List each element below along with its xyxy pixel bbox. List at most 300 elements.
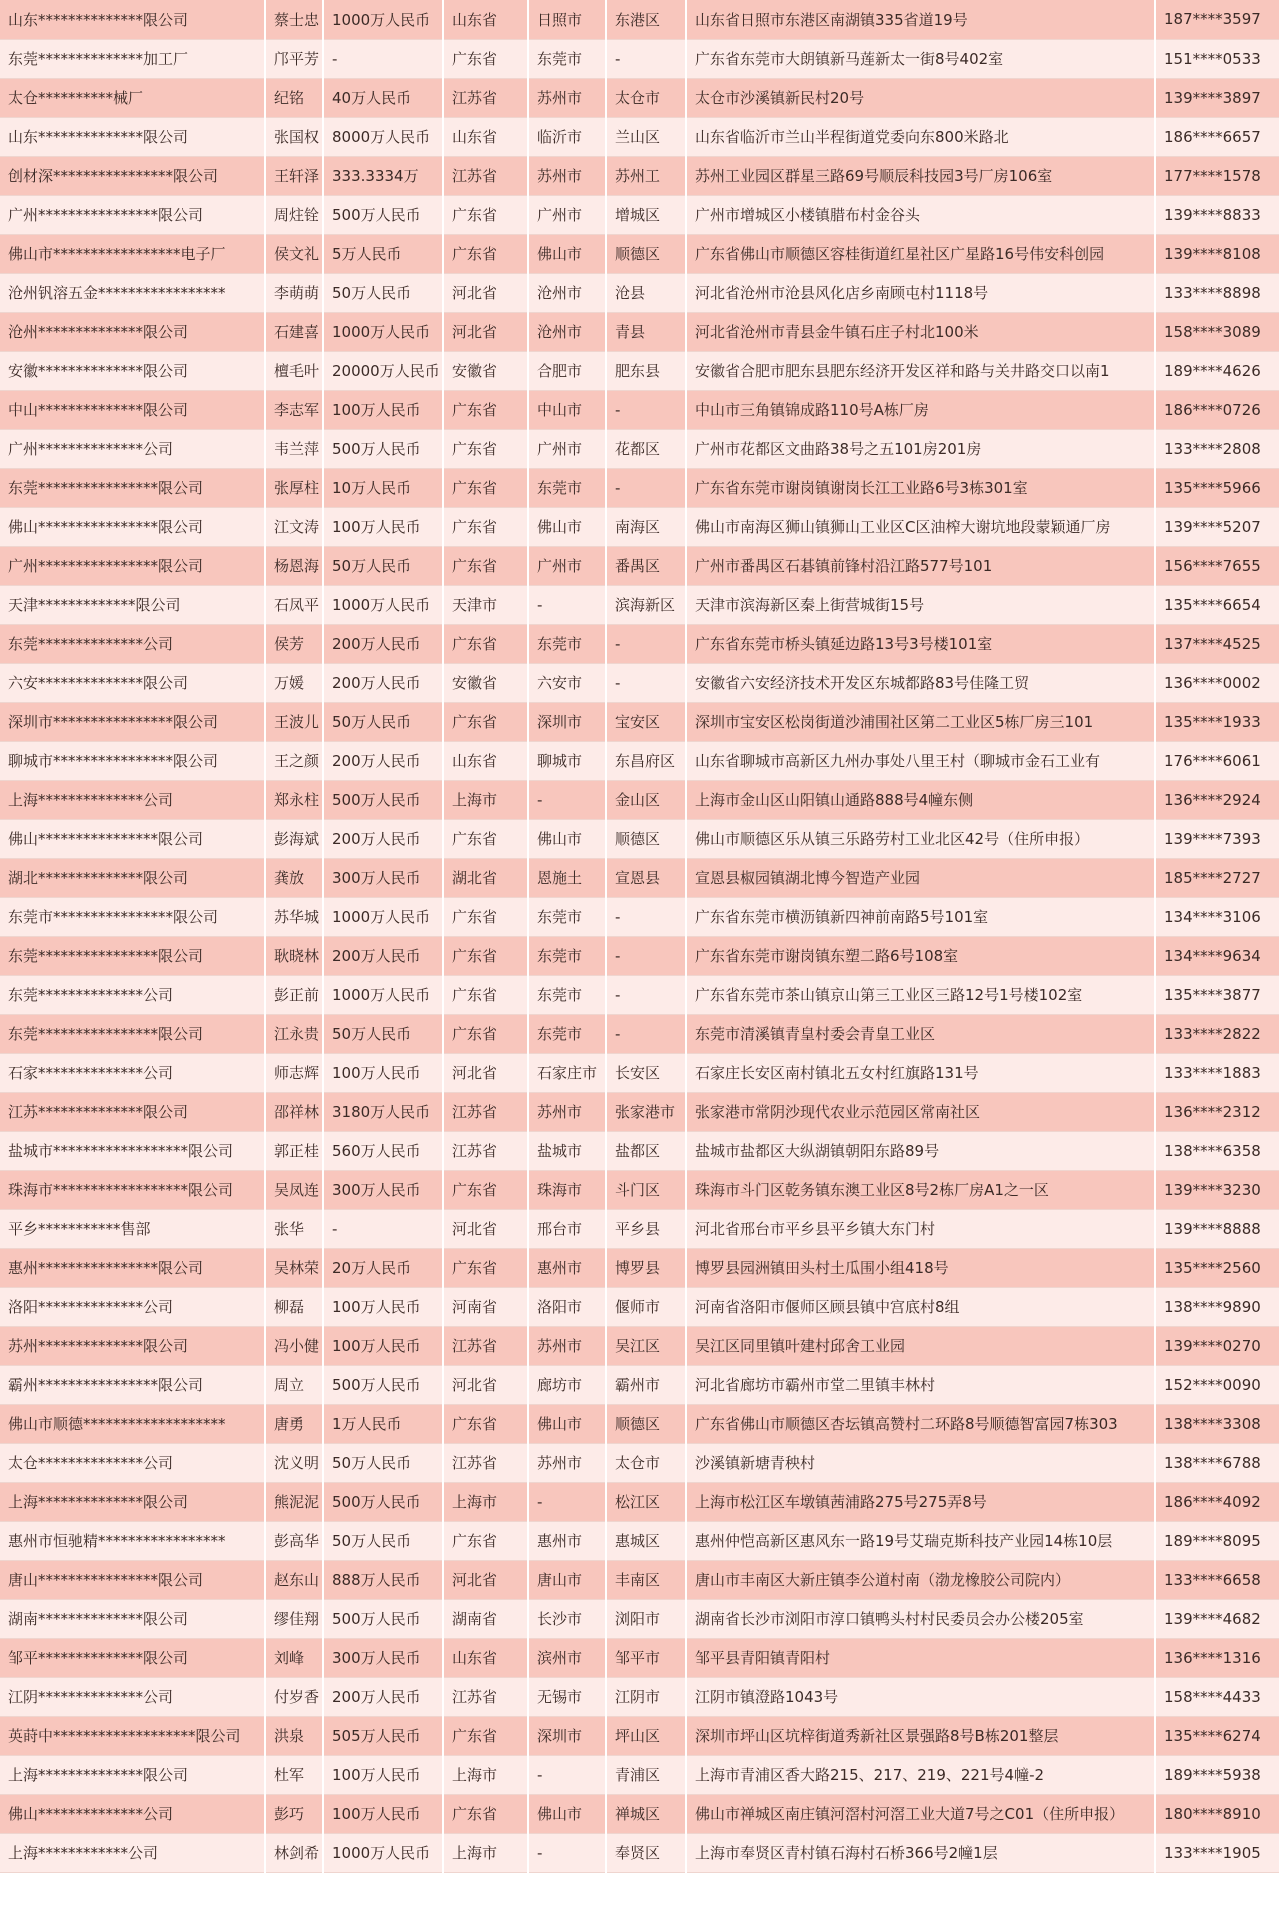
- address-cell: 上海市青浦区香大路215、217、219、221号4幢-2: [686, 1755, 1155, 1794]
- province-cell: 广东省: [443, 507, 528, 546]
- province-cell: 上海市: [443, 1833, 528, 1872]
- registered-capital-cell: 500万人民币: [323, 1599, 443, 1638]
- table-row: [0, 39, 1280, 78]
- table-row: [0, 1482, 1280, 1521]
- legal-person-cell: 洪泉: [265, 1716, 323, 1755]
- table-row: [0, 351, 1280, 390]
- company-name-cell: 洛阳**************公司: [0, 1287, 265, 1326]
- registered-capital-cell: 1000万人民币: [323, 897, 443, 936]
- district-cell: 浏阳市: [606, 1599, 686, 1638]
- phone-cell: 139****3897: [1155, 78, 1280, 117]
- phone-cell: 133****1883: [1155, 1053, 1280, 1092]
- address-cell: 天津市滨海新区秦上街营城街15号: [686, 585, 1155, 624]
- legal-person-cell: 张国权: [265, 117, 323, 156]
- company-name-cell: 安徽**************限公司: [0, 351, 265, 390]
- district-cell: 江阴市: [606, 1677, 686, 1716]
- phone-cell: 139****5207: [1155, 507, 1280, 546]
- legal-person-cell: 李志军: [265, 390, 323, 429]
- table-row: [0, 975, 1280, 1014]
- company-name-cell: 广州****************限公司: [0, 546, 265, 585]
- province-cell: 广东省: [443, 1170, 528, 1209]
- company-name-cell: 佛山市顺德*******************: [0, 1404, 265, 1443]
- table-row: [0, 585, 1280, 624]
- city-cell: -: [528, 1755, 606, 1794]
- phone-cell: 156****7655: [1155, 546, 1280, 585]
- address-cell: 河北省沧州市沧县风化店乡南顾屯村1118号: [686, 273, 1155, 312]
- district-cell: 增城区: [606, 195, 686, 234]
- table-row: [0, 234, 1280, 273]
- city-cell: 苏州市: [528, 1092, 606, 1131]
- table-row: [0, 624, 1280, 663]
- city-cell: 佛山市: [528, 1794, 606, 1833]
- legal-person-cell: 蔡士忠: [265, 0, 323, 39]
- province-cell: 广东省: [443, 702, 528, 741]
- registered-capital-cell: 5万人民币: [323, 234, 443, 273]
- phone-cell: 136****1316: [1155, 1638, 1280, 1677]
- table-row: [0, 468, 1280, 507]
- legal-person-cell: 林剑希: [265, 1833, 323, 1872]
- province-cell: 江苏省: [443, 78, 528, 117]
- province-cell: 广东省: [443, 975, 528, 1014]
- province-cell: 湖北省: [443, 858, 528, 897]
- company-name-cell: 石家**************公司: [0, 1053, 265, 1092]
- district-cell: 金山区: [606, 780, 686, 819]
- company-name-cell: 上海************公司: [0, 1833, 265, 1872]
- district-cell: 东港区: [606, 0, 686, 39]
- province-cell: 广东省: [443, 936, 528, 975]
- district-cell: 平乡县: [606, 1209, 686, 1248]
- city-cell: 唐山市: [528, 1560, 606, 1599]
- phone-cell: 135****2560: [1155, 1248, 1280, 1287]
- company-name-cell: 深圳市****************限公司: [0, 702, 265, 741]
- registered-capital-cell: 40万人民币: [323, 78, 443, 117]
- table-row: [0, 1326, 1280, 1365]
- table-row: [0, 312, 1280, 351]
- address-cell: 河南省洛阳市偃师区顾县镇中宫底村8组: [686, 1287, 1155, 1326]
- city-cell: -: [528, 1833, 606, 1872]
- district-cell: 顺德区: [606, 234, 686, 273]
- company-name-cell: 湖北**************限公司: [0, 858, 265, 897]
- phone-cell: 136****2312: [1155, 1092, 1280, 1131]
- phone-cell: 189****4626: [1155, 351, 1280, 390]
- table-row: [0, 195, 1280, 234]
- city-cell: 合肥市: [528, 351, 606, 390]
- registered-capital-cell: 500万人民币: [323, 1365, 443, 1404]
- address-cell: 东莞市清溪镇青皇村委会青皇工业区: [686, 1014, 1155, 1053]
- address-cell: 河北省廊坊市霸州市堂二里镇丰林村: [686, 1365, 1155, 1404]
- company-name-cell: 创材深****************限公司: [0, 156, 265, 195]
- company-name-cell: 东莞****************限公司: [0, 1014, 265, 1053]
- legal-person-cell: 万媛: [265, 663, 323, 702]
- phone-cell: 189****5938: [1155, 1755, 1280, 1794]
- company-name-cell: 东莞****************限公司: [0, 468, 265, 507]
- district-cell: 霸州市: [606, 1365, 686, 1404]
- phone-cell: 139****7393: [1155, 819, 1280, 858]
- district-cell: -: [606, 1014, 686, 1053]
- address-cell: 河北省沧州市青县金牛镇石庄子村北100米: [686, 312, 1155, 351]
- phone-cell: 138****6788: [1155, 1443, 1280, 1482]
- district-cell: 博罗县: [606, 1248, 686, 1287]
- legal-person-cell: 冯小健: [265, 1326, 323, 1365]
- table-row: [0, 1131, 1280, 1170]
- registered-capital-cell: 50万人民币: [323, 1443, 443, 1482]
- city-cell: -: [528, 585, 606, 624]
- address-cell: 江阴市镇澄路1043号: [686, 1677, 1155, 1716]
- registered-capital-cell: 100万人民币: [323, 390, 443, 429]
- city-cell: 广州市: [528, 195, 606, 234]
- table-row: [0, 1209, 1280, 1248]
- city-cell: 盐城市: [528, 1131, 606, 1170]
- company-name-cell: 中山**************限公司: [0, 390, 265, 429]
- address-cell: 安徽省合肥市肥东县肥东经济开发区祥和路与关井路交口以南1: [686, 351, 1155, 390]
- legal-person-cell: 杨恩海: [265, 546, 323, 585]
- table-row: [0, 858, 1280, 897]
- district-cell: 丰南区: [606, 1560, 686, 1599]
- registered-capital-cell: 50万人民币: [323, 546, 443, 585]
- table-row: [0, 0, 1280, 39]
- district-cell: -: [606, 897, 686, 936]
- table-row: [0, 1014, 1280, 1053]
- phone-cell: 158****3089: [1155, 312, 1280, 351]
- table-row: [0, 1443, 1280, 1482]
- district-cell: 花都区: [606, 429, 686, 468]
- phone-cell: 133****8898: [1155, 273, 1280, 312]
- province-cell: 广东省: [443, 234, 528, 273]
- company-name-cell: 平乡***********售部: [0, 1209, 265, 1248]
- legal-person-cell: 纪铭: [265, 78, 323, 117]
- company-name-cell: 山东**************限公司: [0, 0, 265, 39]
- company-name-cell: 东莞**************加工厂: [0, 39, 265, 78]
- city-cell: 佛山市: [528, 819, 606, 858]
- registered-capital-cell: 500万人民币: [323, 780, 443, 819]
- legal-person-cell: 檀毛叶: [265, 351, 323, 390]
- table-row: [0, 1638, 1280, 1677]
- city-cell: 珠海市: [528, 1170, 606, 1209]
- company-name-cell: 江苏**************限公司: [0, 1092, 265, 1131]
- phone-cell: 135****6274: [1155, 1716, 1280, 1755]
- company-name-cell: 山东**************限公司: [0, 117, 265, 156]
- registered-capital-cell: 500万人民币: [323, 195, 443, 234]
- phone-cell: 138****9890: [1155, 1287, 1280, 1326]
- province-cell: 广东省: [443, 1521, 528, 1560]
- table-row: [0, 897, 1280, 936]
- province-cell: 河北省: [443, 1365, 528, 1404]
- phone-cell: 139****8888: [1155, 1209, 1280, 1248]
- registered-capital-cell: 50万人民币: [323, 1521, 443, 1560]
- company-name-cell: 沧州**************限公司: [0, 312, 265, 351]
- legal-person-cell: 吴林荣: [265, 1248, 323, 1287]
- city-cell: 广州市: [528, 429, 606, 468]
- address-cell: 沙溪镇新塘青秧村: [686, 1443, 1155, 1482]
- table-row: [0, 702, 1280, 741]
- table-row: [0, 78, 1280, 117]
- province-cell: 广东省: [443, 1404, 528, 1443]
- legal-person-cell: 彭高华: [265, 1521, 323, 1560]
- phone-cell: 133****6658: [1155, 1560, 1280, 1599]
- province-cell: 江苏省: [443, 1677, 528, 1716]
- registered-capital-cell: 500万人民币: [323, 429, 443, 468]
- address-cell: 佛山市南海区狮山镇狮山工业区C区油榨大谢坑地段蒙颖通厂房: [686, 507, 1155, 546]
- province-cell: 安徽省: [443, 663, 528, 702]
- registered-capital-cell: 200万人民币: [323, 741, 443, 780]
- city-cell: 广州市: [528, 546, 606, 585]
- address-cell: 广东省东莞市横沥镇新四神前南路5号101室: [686, 897, 1155, 936]
- registered-capital-cell: 200万人民币: [323, 936, 443, 975]
- province-cell: 广东省: [443, 624, 528, 663]
- table-row: [0, 507, 1280, 546]
- district-cell: 番禺区: [606, 546, 686, 585]
- company-name-cell: 太仓**************公司: [0, 1443, 265, 1482]
- phone-cell: 133****2822: [1155, 1014, 1280, 1053]
- province-cell: 山东省: [443, 741, 528, 780]
- city-cell: 深圳市: [528, 1716, 606, 1755]
- province-cell: 河北省: [443, 1053, 528, 1092]
- legal-person-cell: 韦兰萍: [265, 429, 323, 468]
- address-cell: 广州市番禺区石碁镇前锋村沿江路577号101: [686, 546, 1155, 585]
- district-cell: -: [606, 936, 686, 975]
- registered-capital-cell: -: [323, 39, 443, 78]
- table-row: [0, 1755, 1280, 1794]
- company-name-cell: 东莞****************限公司: [0, 936, 265, 975]
- company-name-cell: 广州****************限公司: [0, 195, 265, 234]
- phone-cell: 139****0270: [1155, 1326, 1280, 1365]
- city-cell: 惠州市: [528, 1248, 606, 1287]
- table-row: [0, 1287, 1280, 1326]
- registered-capital-cell: 50万人民币: [323, 273, 443, 312]
- city-cell: 沧州市: [528, 312, 606, 351]
- city-cell: 沧州市: [528, 273, 606, 312]
- address-cell: 深圳市坪山区坑梓街道秀新社区景强路8号B栋201整层: [686, 1716, 1155, 1755]
- district-cell: 滨海新区: [606, 585, 686, 624]
- table-row: [0, 1170, 1280, 1209]
- legal-person-cell: 郑永柱: [265, 780, 323, 819]
- legal-person-cell: 沈义明: [265, 1443, 323, 1482]
- province-cell: 河南省: [443, 1287, 528, 1326]
- phone-cell: 186****0726: [1155, 390, 1280, 429]
- address-cell: 山东省日照市东港区南湖镇335省道19号: [686, 0, 1155, 39]
- table-row: [0, 1404, 1280, 1443]
- district-cell: 吴江区: [606, 1326, 686, 1365]
- province-cell: 广东省: [443, 546, 528, 585]
- address-cell: 惠州仲恺高新区惠风东一路19号艾瑞克斯科技产业园14栋10层: [686, 1521, 1155, 1560]
- phone-cell: 139****3230: [1155, 1170, 1280, 1209]
- province-cell: 山东省: [443, 0, 528, 39]
- province-cell: 广东省: [443, 1014, 528, 1053]
- legal-person-cell: 吴凤连: [265, 1170, 323, 1209]
- city-cell: 东莞市: [528, 936, 606, 975]
- address-cell: 广东省东莞市茶山镇京山第三工业区三路12号1号楼102室: [686, 975, 1155, 1014]
- phone-cell: 136****0002: [1155, 663, 1280, 702]
- company-name-cell: 沧州钒溶五金*****************: [0, 273, 265, 312]
- district-cell: 东昌府区: [606, 741, 686, 780]
- district-cell: 太仓市: [606, 1443, 686, 1482]
- city-cell: 东莞市: [528, 624, 606, 663]
- address-cell: 广东省东莞市大朗镇新马莲新太一街8号402室: [686, 39, 1155, 78]
- province-cell: 江苏省: [443, 1443, 528, 1482]
- table-row: [0, 819, 1280, 858]
- phone-cell: 158****4433: [1155, 1677, 1280, 1716]
- legal-person-cell: 王之颜: [265, 741, 323, 780]
- address-cell: 广州市花都区文曲路38号之五101房201房: [686, 429, 1155, 468]
- phone-cell: 185****2727: [1155, 858, 1280, 897]
- province-cell: 上海市: [443, 1755, 528, 1794]
- company-name-cell: 唐山****************限公司: [0, 1560, 265, 1599]
- phone-cell: 139****4682: [1155, 1599, 1280, 1638]
- city-cell: 苏州市: [528, 156, 606, 195]
- legal-person-cell: 王轩泽: [265, 156, 323, 195]
- city-cell: 临沂市: [528, 117, 606, 156]
- province-cell: 广东省: [443, 195, 528, 234]
- legal-person-cell: 邵祥林: [265, 1092, 323, 1131]
- address-cell: 广东省佛山市顺德区杏坛镇高赞村二环路8号顺德智富园7栋303: [686, 1404, 1155, 1443]
- registered-capital-cell: 200万人民币: [323, 624, 443, 663]
- registered-capital-cell: 100万人民币: [323, 1053, 443, 1092]
- legal-person-cell: 侯文礼: [265, 234, 323, 273]
- district-cell: 太仓市: [606, 78, 686, 117]
- city-cell: 东莞市: [528, 975, 606, 1014]
- table-row: [0, 1521, 1280, 1560]
- registered-capital-cell: 200万人民币: [323, 1677, 443, 1716]
- province-cell: 河北省: [443, 1560, 528, 1599]
- company-name-cell: 佛山****************限公司: [0, 819, 265, 858]
- province-cell: 上海市: [443, 1482, 528, 1521]
- legal-person-cell: 张厚柱: [265, 468, 323, 507]
- table-row: [0, 390, 1280, 429]
- registered-capital-cell: 333.3334万: [323, 156, 443, 195]
- address-cell: 上海市奉贤区青村镇石海村石桥366号2幢1层: [686, 1833, 1155, 1872]
- table-row: [0, 1716, 1280, 1755]
- province-cell: 广东省: [443, 897, 528, 936]
- phone-cell: 180****8910: [1155, 1794, 1280, 1833]
- address-cell: 广东省东莞市谢岗镇谢岗长江工业路6号3栋301室: [686, 468, 1155, 507]
- district-cell: 坪山区: [606, 1716, 686, 1755]
- registered-capital-cell: 300万人民币: [323, 858, 443, 897]
- phone-cell: 186****6657: [1155, 117, 1280, 156]
- province-cell: 广东省: [443, 1794, 528, 1833]
- legal-person-cell: 龚放: [265, 858, 323, 897]
- legal-person-cell: 邝平芳: [265, 39, 323, 78]
- registered-capital-cell: 100万人民币: [323, 507, 443, 546]
- address-cell: 太仓市沙溪镇新民村20号: [686, 78, 1155, 117]
- phone-cell: 139****8108: [1155, 234, 1280, 273]
- table-row: [0, 780, 1280, 819]
- company-name-cell: 邹平**************限公司: [0, 1638, 265, 1677]
- phone-cell: 177****1578: [1155, 156, 1280, 195]
- legal-person-cell: 缪佳翔: [265, 1599, 323, 1638]
- phone-cell: 187****3597: [1155, 0, 1280, 39]
- registered-capital-cell: 200万人民币: [323, 819, 443, 858]
- table-row: [0, 1248, 1280, 1287]
- legal-person-cell: 彭巧: [265, 1794, 323, 1833]
- address-cell: 盐城市盐都区大纵湖镇朝阳东路89号: [686, 1131, 1155, 1170]
- legal-person-cell: 彭海斌: [265, 819, 323, 858]
- district-cell: 青浦区: [606, 1755, 686, 1794]
- city-cell: 深圳市: [528, 702, 606, 741]
- legal-person-cell: 苏华城: [265, 897, 323, 936]
- district-cell: 惠城区: [606, 1521, 686, 1560]
- city-cell: 六安市: [528, 663, 606, 702]
- province-cell: 广东省: [443, 429, 528, 468]
- district-cell: 松江区: [606, 1482, 686, 1521]
- company-name-cell: 湖南**************限公司: [0, 1599, 265, 1638]
- address-cell: 唐山市丰南区大新庄镇李公道村南（渤龙橡胶公司院内）: [686, 1560, 1155, 1599]
- district-cell: 沧县: [606, 273, 686, 312]
- company-name-cell: 聊城市****************限公司: [0, 741, 265, 780]
- phone-cell: 134****3106: [1155, 897, 1280, 936]
- legal-person-cell: 石建喜: [265, 312, 323, 351]
- province-cell: 天津市: [443, 585, 528, 624]
- legal-person-cell: 李萌萌: [265, 273, 323, 312]
- district-cell: 兰山区: [606, 117, 686, 156]
- city-cell: 日照市: [528, 0, 606, 39]
- address-cell: 广东省东莞市谢岗镇东塑二路6号108室: [686, 936, 1155, 975]
- phone-cell: 152****0090: [1155, 1365, 1280, 1404]
- registered-capital-cell: 300万人民币: [323, 1638, 443, 1677]
- registered-capital-cell: 20000万人民币: [323, 351, 443, 390]
- company-name-cell: 上海**************限公司: [0, 1482, 265, 1521]
- registered-capital-cell: 300万人民币: [323, 1170, 443, 1209]
- legal-person-cell: 师志辉: [265, 1053, 323, 1092]
- registered-capital-cell: 8000万人民币: [323, 117, 443, 156]
- address-cell: 深圳市宝安区松岗街道沙浦围社区第二工业区5栋厂房三101: [686, 702, 1155, 741]
- province-cell: 河北省: [443, 312, 528, 351]
- district-cell: 禅城区: [606, 1794, 686, 1833]
- table-row: [0, 546, 1280, 585]
- company-name-cell: 惠州市恒驰精*****************: [0, 1521, 265, 1560]
- address-cell: 博罗县园洲镇田头村土瓜围小组418号: [686, 1248, 1155, 1287]
- company-name-cell: 上海**************限公司: [0, 1755, 265, 1794]
- company-name-cell: 霸州****************限公司: [0, 1365, 265, 1404]
- company-name-cell: 东莞**************公司: [0, 624, 265, 663]
- phone-cell: 151****0533: [1155, 39, 1280, 78]
- phone-cell: 135****1933: [1155, 702, 1280, 741]
- phone-cell: 137****4525: [1155, 624, 1280, 663]
- province-cell: 广东省: [443, 1248, 528, 1287]
- district-cell: 顺德区: [606, 1404, 686, 1443]
- legal-person-cell: 石凤平: [265, 585, 323, 624]
- province-cell: 江苏省: [443, 1326, 528, 1365]
- address-cell: 中山市三角镇锦成路110号A栋厂房: [686, 390, 1155, 429]
- province-cell: 广东省: [443, 468, 528, 507]
- table-row: [0, 1599, 1280, 1638]
- registered-capital-cell: -: [323, 1209, 443, 1248]
- address-cell: 上海市金山区山阳镇山通路888号4幢东侧: [686, 780, 1155, 819]
- city-cell: 佛山市: [528, 1404, 606, 1443]
- address-cell: 山东省聊城市高新区九州办事处八里王村（聊城市金石工业有: [686, 741, 1155, 780]
- city-cell: 佛山市: [528, 507, 606, 546]
- address-cell: 山东省临沂市兰山半程街道党委向东800米路北: [686, 117, 1155, 156]
- district-cell: -: [606, 390, 686, 429]
- address-cell: 湖南省长沙市浏阳市淳口镇鸭头村村民委员会办公楼205室: [686, 1599, 1155, 1638]
- province-cell: 江苏省: [443, 1092, 528, 1131]
- registered-capital-cell: 500万人民币: [323, 1482, 443, 1521]
- registered-capital-cell: 100万人民币: [323, 1755, 443, 1794]
- legal-person-cell: 熊泥泥: [265, 1482, 323, 1521]
- legal-person-cell: 郭正桂: [265, 1131, 323, 1170]
- address-cell: 石家庄长安区南村镇北五女村红旗路131号: [686, 1053, 1155, 1092]
- legal-person-cell: 周炷铨: [265, 195, 323, 234]
- address-cell: 宣恩县椒园镇湖北博今智造产业园: [686, 858, 1155, 897]
- district-cell: 奉贤区: [606, 1833, 686, 1872]
- district-cell: 苏州工: [606, 156, 686, 195]
- district-cell: 肥东县: [606, 351, 686, 390]
- city-cell: 苏州市: [528, 78, 606, 117]
- city-cell: 石家庄市: [528, 1053, 606, 1092]
- registered-capital-cell: 888万人民币: [323, 1560, 443, 1599]
- table-row: [0, 1560, 1280, 1599]
- legal-person-cell: 江永贵: [265, 1014, 323, 1053]
- district-cell: 盐都区: [606, 1131, 686, 1170]
